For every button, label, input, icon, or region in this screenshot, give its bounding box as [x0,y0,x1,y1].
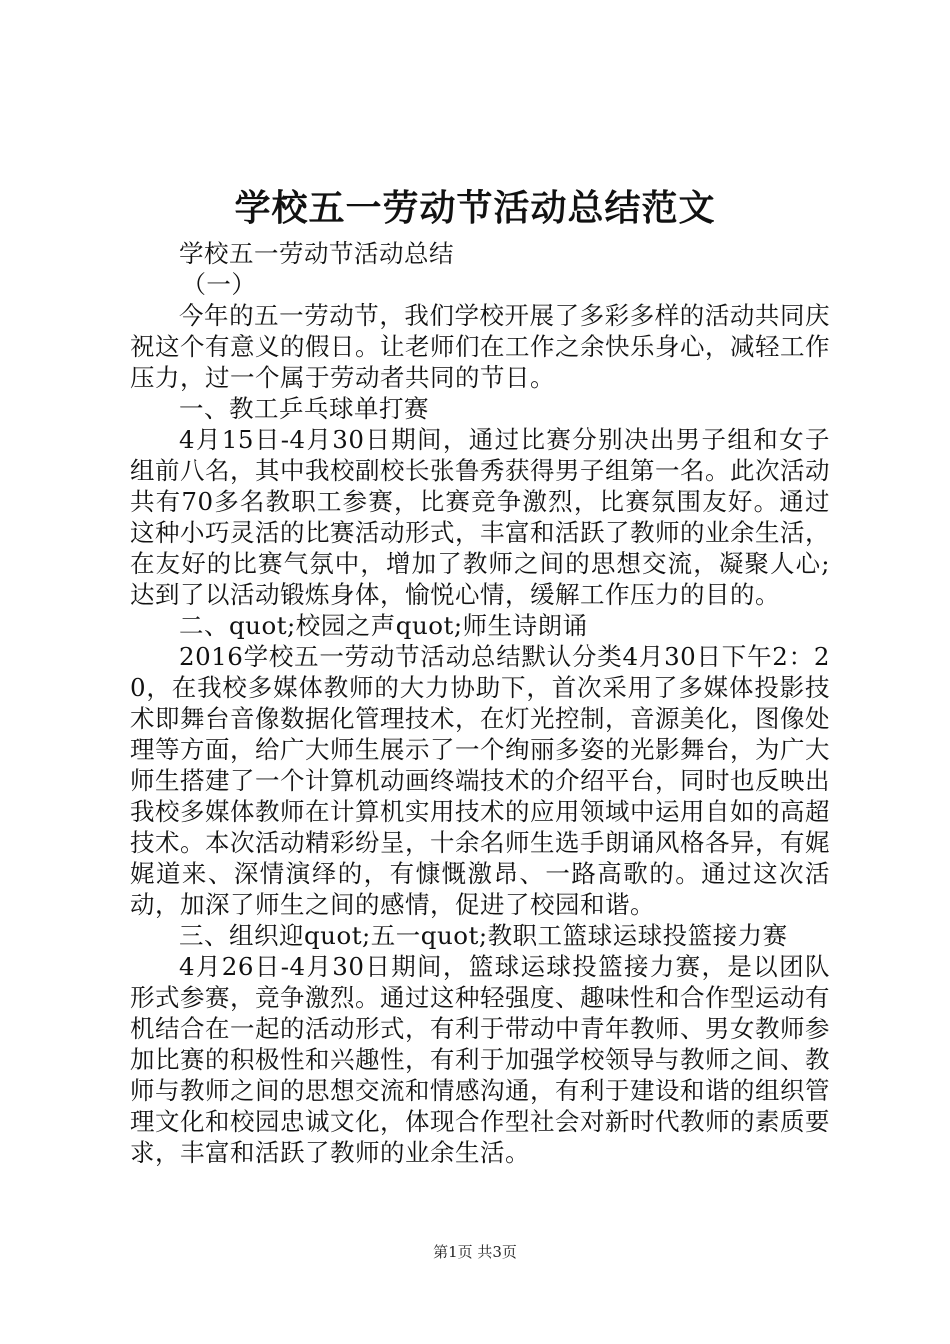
section-number-paragraph: （一） [181,270,257,299]
subtitle-paragraph: 学校五一劳动节活动总结 [179,239,454,268]
section-heading-1: 一、教工乒乓球单打赛 [179,394,429,423]
document-title: 学校五一劳动节活动总结范文 [234,187,716,229]
section-body-3: 4月26日-4月30日期间，篮球运球投篮接力赛，是以团队形式参赛，竞争激烈。通过这种轻强度、趣味性和合作型运动有机结合在一起的活动形式，有利于带动中青年教师、男女教师参加比赛的积极性和兴趣性，有利于加强学校领导与教师之间、教师与教师之间的思想交流和情感沟通，有利于建设和谐的组织管理文化和校园忠诚文化，体现合作型社会对新时代教师的素质要求，丰富和活跃了教师的业余生活。 [130,952,830,1167]
page-footer: 第1页 共3页 [433,1243,517,1261]
document-body [130,238,830,1168]
section-body-1: 4月15日-4月30日期间，通过比赛分别决出男子组和女子组前八名，其中我校副校长张鲁秀获得男子组第一名。此次活动共有70多名教职工参赛，比赛竞争激烈，比赛氛围友好。通过这种小巧灵活的比赛活动形式，丰富和活跃了教师的业余生活，在友好的比赛气氛中，增加了教师之间的思想交流，凝聚人心;达到了以活动锻炼身体，愉悦心情，缓解工作压力的目的。 [130,425,830,609]
intro-paragraph: 今年的五一劳动节，我们学校开展了多彩多样的活动共同庆祝这个有意义的假日。让老师们在工作之余快乐身心，减轻工作压力，过一个属于劳动者共同的节日。 [130,301,830,392]
section-heading-3: 三、组织迎quot;五一quot;教职工篮球运球投篮接力赛 [179,921,788,950]
section-body-2: 2016学校五一劳动节活动总结默认分类4月30日下午2：20，在我校多媒体教师的大力协助下，首次采用了多媒体投影技术即舞台音像数据化管理技术，在灯光控制，音源美化，图像处理等方面，给广大师生展示了一个绚丽多姿的光影舞台，为广大师生搭建了一个计算机动画终端技术的介绍平台，同时也反映出我校多媒体教师在计算机实用技术的应用领域中运用自如的高超技术。本次活动精彩纷呈，十余名师生选手朗诵风格各异，有娓娓道来、深情演绎的，有慷慨激昂、一路高歌的。通过这次活动，加深了师生之间的感情，促进了校园和谐。 [130,642,830,919]
section-heading-2: 二、quot;校园之声quot;师生诗朗诵 [179,611,588,640]
